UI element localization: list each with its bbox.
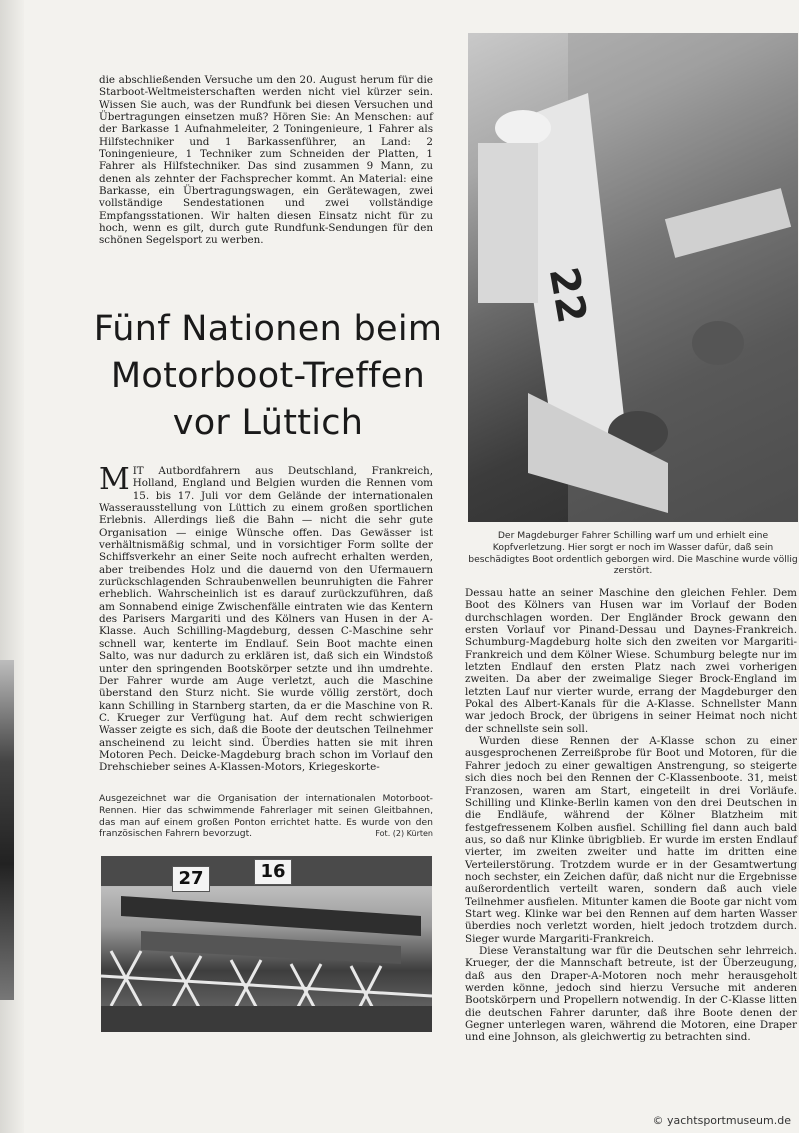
water-surface: [101, 1006, 432, 1032]
headline-line-3: vor Lüttich: [172, 403, 364, 443]
boat-hull-lower: [141, 931, 401, 964]
photo-caption-left: [99, 793, 433, 840]
race-number-plate-16: 16: [254, 859, 292, 885]
photo-credit: Fot. (2) Kürten: [375, 829, 433, 839]
article-left-paragraph: IT Autbordfahrern aus Deutschland, Frankreich, Holland, England und Belgien wurden die Rennen vom 15. bis 17. Juli vor dem Gelände der internationalen Wasserausstellung von Lüttich zu einem großen sportlichen Erlebnis. Allerdings ließ die Bahn — nicht die sehr gute Organisation — einige Wünsche offen. Das Gewässer ist verhältnismäßig schmal, und in vorsichtiger Form sollte der Schiffsverkehr an einer Seite noch aufrecht erhalten werden, aber treibendes Holz und die dauernd von den Ufermauern zurückschlagenden Schraubenwellen beunruhigten die Fahrer erheblich. Wahrscheinlich ist es darauf zurückzuführen, daß am Sonnabend einige Zwischenfälle eintraten wie das Kentern des Parisers Margariti und des Kölners van Husen in der A-Klasse. Auch Schilling-Magdeburg, dessen C-Maschine sehr schnell war, kenterte im Endlauf. Sein Boot machte einen Salto, was nur dadurch zu erklären ist, daß sich ein Windstoß unter den springenden Bootskörper setzte und ihn umdrehte. Der Fahrer wurde am Auge verletzt, auch die Maschine überstand den Sturz nicht. Sie wurde völlig zerstört, doch kann Schilling in Starnberg starten, da er die Maschine von R. C. Krueger zur Verfügung hat. Auf dem recht schwierigen Wasser zeigte es sich, daß die Boote der deutschen Teilnehmer anscheinend zu leicht sind. Überdies hatten sie mit ihren Motoren Pech. Deicke-Magdeburg brach schon im Vorlauf den Drehschieber seines A-Klassen-Motors, Kriegeskorte-: [99, 465, 433, 774]
photo-capsized-boat: [468, 33, 798, 522]
caption-left-text: Ausgezeichnet war die Organisation der internationalen Motorboot-Rennen. Hier das schwimmende Fahrerlager mit seinen Gleitbahnen, das man auf einem großen Ponton errichtet hatte. Es wurde von den französischen Fahrern bevorzugt.: [99, 793, 433, 840]
adjacent-page-photo-fragment: [0, 660, 14, 1000]
boat-hull-upper: [121, 896, 421, 936]
capsized-boat-illustration: [468, 33, 798, 522]
article-column-left: [99, 462, 433, 774]
article-right-paragraph-3: Diese Veranstaltung war für die Deutschen sehr lehrreich. Krueger, der die Mannschaft betreute, ist der Überzeugung, daß aus den Draper-A-Motoren noch mehr herausgeholt werden könne, jedoch sind hierzu Versuche mit anderen Bootskörpern und Propellern notwendig. In der C-Klasse litten die deutschen Fahrer darunter, daß ihre Boote denen der Gegner unterlegen waren, während die Motoren, eine Draper und eine Johnson, als gleichwertig zu betrachten sind.: [465, 944, 797, 1044]
article-right-paragraph-2: Wurden diese Rennen der A-Klasse schon zu einer ausgesprochenen Zerreißprobe für Boot und Motoren, für die Fahrer jedoch zu einer gewaltigen Anstrengung, so steigerte sich dies noch bei den Rennen der C-Klassenboote. 31, meist Franzosen, waren am Start, eingeteilt in drei Vorläufe. Schilling und Klinke-Berlin kamen von den drei Deutschen in die Endläufe, während der Kölner Blatzheim mit festgefressenem Kolben ausfiel. Schilling fiel dann auch bald aus, so daß nur Klinke übrigblieb. Er wurde im ersten Endlauf vierter, im zweiten zweiter und hatte im dritten eine Verteilerstörung. Trotzdem wurde er in der Gesamtwertung noch sechster, ein Zeichen dafür, daß nicht nur die Ergebnisse außerordentlich verteilt waren, sondern daß auch viele Teilnehmer ausfielen. Mitunter kamen die Boote gar nicht vom Start weg. Klinke war bei den Rennen auf dem harten Wasser überdies noch verletzt worden, hielt jedoch trotzdem durch. Sieger wurde Margariti-Frankreich.: [465, 735, 797, 945]
boat-number: 22: [539, 263, 595, 327]
race-number-plate-27: 27: [172, 866, 210, 892]
helper-cap: [495, 110, 551, 146]
headline-line-2: Motorboot-Treffen: [110, 356, 426, 396]
watermark: © yachtsportmuseum.de: [652, 1114, 791, 1127]
photo-caption-right: Der Magdeburger Fahrer Schilling warf um und erhielt eine Kopfverletzung. Hier sorgt er noch im Wasser dafür, daß sein beschädigtes Boot ordentlich geborgen wird. Die Maschine wurde völlig zerstört.: [468, 530, 798, 577]
drop-cap: M: [99, 462, 130, 497]
intro-column: [99, 74, 433, 247]
article-headline: [92, 306, 444, 447]
driver-in-water: [692, 321, 744, 365]
intro-paragraph: die abschließenden Versuche um den 20. August herum für die Starboot-Weltmeisterschaften werden nicht viel kürzer sein. Wissen Sie auch, was der Rundfunk bei diesen Versuchen und Übertragungen einsetzen muß? Hören Sie: An Menschen: auf der Barkasse 1 Aufnahmeleiter, 2 Toningenieure, 1 Fahrer als Hilfstechniker und 1 Barkassenführer, an Land: 2 Toningenieure, 1 Techniker zum Schneiden der Platten, 1 Fahrer als Hilfstechniker. Das sind zusammen 9 Mann, zu denen als zehnter der Fachsprecher kommt. An Material: eine Barkasse, ein Übertragungswagen, ein Gerätewagen, zwei vollständige Sendestationen und zwei vollständige Empfangsstationen. Wir halten diesen Einsatz nicht für zu hoch, wenn es gilt, durch gute Rundfunk-Sendungen für den schönen Segelsport zu werben.: [99, 74, 433, 247]
headline-line-1: Fünf Nationen beim: [93, 309, 443, 349]
article-column-right: [465, 587, 797, 1044]
article-right-paragraph-1: Dessau hatte an seiner Maschine den gleichen Fehler. Dem Boot des Kölners van Husen war im Vorlauf der Boden durchschlagen worden. Der Engländer Brock gewann den ersten Vorlauf vor Pinand-Dessau und Daynes-Frankreich. Schumburg-Magdeburg holte sich den zweiten vor Margariti-Frankreich und dem Kölner Wiese. Schumburg belegte nur im letzten Endlauf den ersten Platz nach zwei vorherigen zweiten. Da aber der zweimalige Sieger Brock-England im letzten Lauf nur vierter wurde, errang der Magdeburger den Pokal des Albert-Kanals für die A-Klasse. Schnellster Mann war jedoch Brock, der übrigens in seiner Heimat noch nicht der schnellste sein soll.: [465, 587, 797, 735]
helper-figure: [478, 143, 538, 303]
